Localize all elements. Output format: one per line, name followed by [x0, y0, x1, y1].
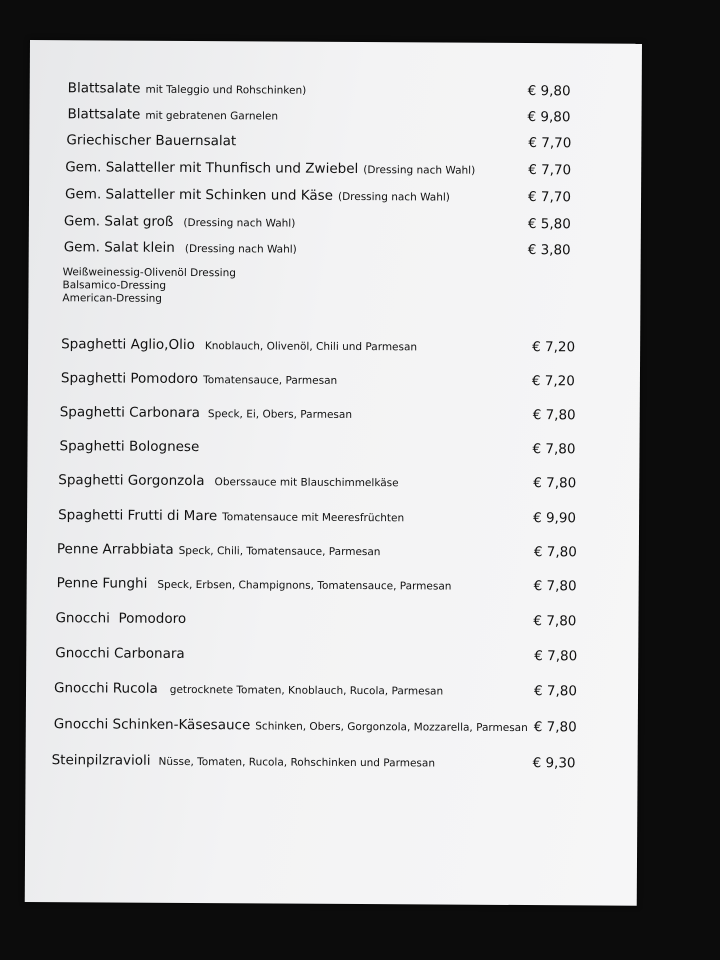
menu-item	[27, 507, 639, 533]
dressing-list	[62, 266, 236, 306]
item-description: Oberssauce mit Blauschimmelkäse	[214, 476, 399, 490]
item-name-wrap	[65, 186, 450, 204]
item-description: (Dressing nach Wahl)	[337, 190, 450, 204]
item-price: € 7,80	[533, 719, 577, 736]
item-name-wrap	[61, 336, 417, 354]
item-price: € 7,80	[533, 544, 577, 561]
item-name: Spaghetti Bolognese	[59, 438, 200, 456]
item-description: Speck, Erbsen, Champignons, Tomatensauce, Parmesan	[157, 578, 452, 593]
menu-item	[29, 159, 641, 185]
item-description: mit gebratenen Garnelen	[145, 109, 279, 123]
menu-item	[29, 186, 641, 212]
item-name-wrap	[54, 680, 443, 698]
item-name: Gem. Salat groß	[63, 213, 174, 230]
item-price: € 7,70	[528, 135, 572, 152]
item-description: Speck, Ei, Obers, Parmesan	[207, 408, 353, 421]
item-description: (Dressing nach Wahl)	[363, 164, 476, 177]
item-name: Blattsalate	[67, 106, 141, 123]
item-description: mit Taleggio und Rohschinken)	[145, 83, 307, 97]
menu-item	[26, 680, 638, 706]
menu-item	[27, 575, 639, 601]
item-name: Blattsalate	[67, 80, 141, 97]
dressing-option: American-Dressing	[62, 292, 163, 305]
menu-sheet	[25, 40, 642, 906]
item-description: Schinken, Obers, Gorgonzola, Mozzarella, Parmesan	[255, 720, 528, 735]
item-name-wrap	[61, 370, 337, 388]
item-name: Gnocchi Rucola	[53, 680, 158, 697]
menu-item	[27, 438, 639, 464]
item-description: (Dressing nach Wahl)	[184, 242, 297, 256]
item-price: € 7,80	[534, 648, 578, 665]
menu-item	[26, 716, 638, 742]
menu-item	[29, 213, 641, 239]
item-price: € 7,80	[533, 613, 577, 630]
menu-item	[27, 541, 639, 567]
item-price: € 9,80	[527, 83, 571, 100]
item-price: € 7,80	[533, 683, 578, 700]
item-description: Speck, Chili, Tomatensauce, Parmesan	[178, 544, 381, 559]
item-price: € 7,80	[533, 475, 577, 492]
item-name: Spaghetti Gorgonzola	[58, 472, 205, 490]
item-description: (Dressing nach Wahl)	[183, 216, 296, 230]
menu-item	[28, 404, 640, 430]
item-description: Nüsse, Tomaten, Rucola, Rohschinken und Parmesan	[158, 755, 436, 770]
item-price: € 7,70	[528, 189, 572, 206]
item-description: Knoblauch, Olivenöl, Chili und Parmesan	[204, 340, 418, 354]
item-name-wrap	[59, 438, 204, 455]
item-name-wrap	[66, 132, 241, 149]
menu-item	[29, 239, 641, 265]
menu-item	[28, 336, 640, 362]
item-name: Gnocchi Carbonara	[55, 645, 185, 662]
item-name-wrap	[57, 575, 452, 593]
dressing-option: Balsamico-Dressing	[62, 279, 167, 292]
item-name: Gnocchi Pomodoro	[55, 610, 187, 627]
item-name: Steinpilzravioli	[51, 752, 151, 769]
dressing-option: Weißweinessig-Olivenöl Dressing	[62, 266, 236, 280]
item-name: Gem. Salatteller mit Thunfisch und Zwiebel	[65, 159, 359, 178]
menu-item	[27, 472, 639, 498]
item-name-wrap	[60, 404, 352, 422]
item-name: Spaghetti Carbonara	[59, 404, 200, 422]
item-name-wrap	[58, 472, 398, 490]
menu-item	[29, 106, 641, 132]
item-name: Gem. Salatteller mit Schinken und Käse	[65, 186, 334, 204]
item-price: € 7,70	[528, 162, 572, 179]
item-name-wrap	[58, 507, 404, 525]
item-name-wrap	[65, 159, 475, 178]
item-price: € 9,80	[527, 109, 571, 126]
item-price: € 9,90	[533, 510, 577, 527]
item-name-wrap	[64, 213, 296, 230]
menu-item	[30, 80, 642, 106]
item-name-wrap	[68, 80, 307, 97]
item-name: Griechischer Bauernsalat	[66, 132, 237, 150]
item-name-wrap	[57, 541, 381, 559]
item-description: Tomatensauce, Parmesan	[203, 374, 338, 387]
item-name: Penne Funghi	[56, 575, 148, 592]
item-name-wrap	[55, 610, 191, 627]
item-price: € 5,80	[527, 216, 571, 233]
menu-item	[26, 645, 638, 671]
item-name: Gnocchi Schinken-Käsesauce	[53, 716, 251, 734]
menu-item	[26, 610, 638, 636]
item-name-wrap	[67, 106, 278, 123]
item-price: € 7,80	[532, 407, 576, 424]
item-price: € 7,20	[531, 373, 575, 390]
item-price: € 7,20	[532, 339, 576, 356]
item-description: getrocknete Tomaten, Knoblauch, Rucola, Parmesan	[169, 683, 444, 698]
item-name-wrap	[64, 239, 297, 256]
item-name: Spaghetti Frutti di Mare	[58, 507, 218, 525]
item-name-wrap	[52, 752, 435, 770]
item-price: € 3,80	[527, 242, 571, 259]
item-name-wrap	[55, 645, 190, 662]
item-name: Gem. Salat klein	[63, 239, 175, 256]
item-price: € 7,80	[533, 578, 577, 595]
item-price: € 9,30	[532, 755, 576, 772]
item-description: Tomatensauce mit Meeresfrüchten	[222, 511, 405, 525]
item-name: Spaghetti Pomodoro	[60, 370, 199, 388]
item-name-wrap	[54, 716, 528, 735]
menu-item	[28, 370, 640, 396]
item-price: € 7,80	[532, 441, 576, 458]
item-name: Spaghetti Aglio,Olio	[61, 336, 195, 354]
menu-item	[26, 752, 638, 778]
item-name: Penne Arrabbiata	[56, 541, 174, 558]
menu-item	[29, 132, 641, 158]
